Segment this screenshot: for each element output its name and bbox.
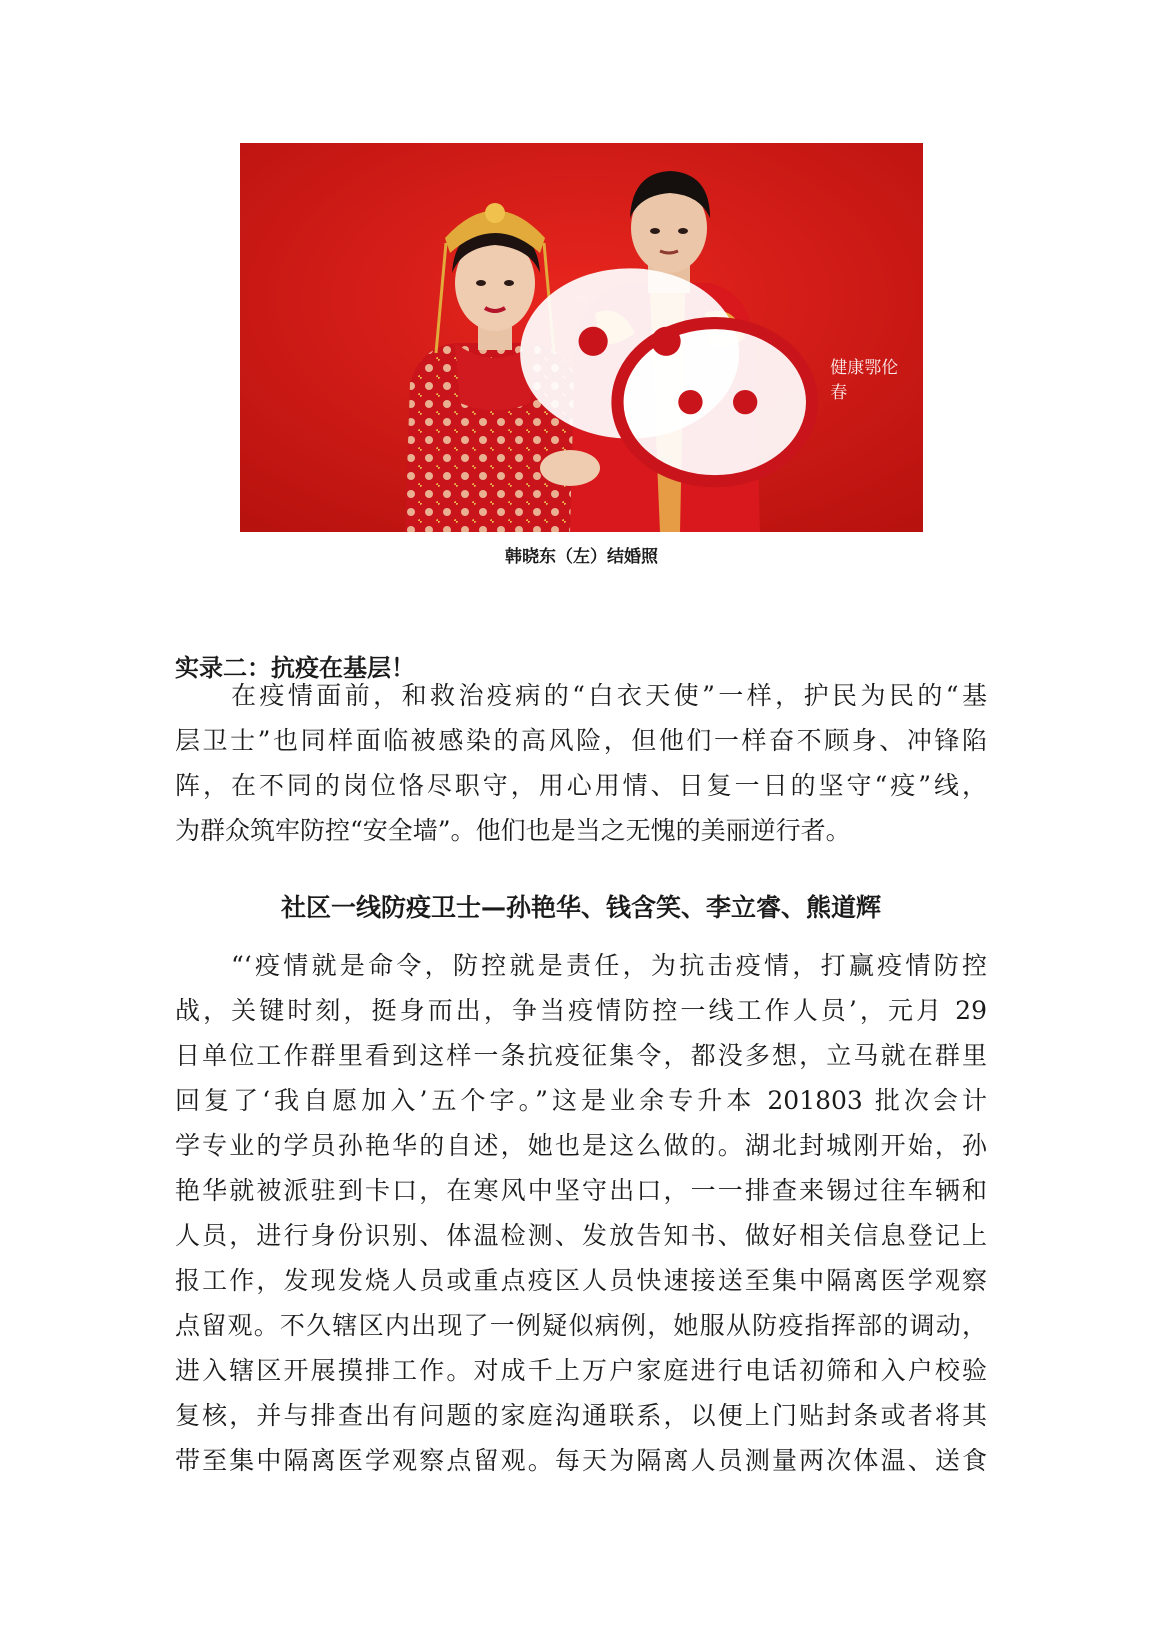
text-line: 报工作，发现发烧人员或重点疫区人员快速接送至集中隔离医学观察 (175, 1266, 987, 1295)
body-paragraph (175, 943, 987, 1483)
wechat-icon (508, 244, 824, 512)
sub-title: 社区一线防疫卫士—孙艳华、钱含笑、李立睿、熊道辉 (280, 893, 881, 922)
text-line: 日单位工作群里看到这样一条抗疫征集令，都没多想，立马就在群里 (175, 1041, 987, 1070)
intro-paragraph (175, 673, 987, 853)
text-line: 战，关键时刻，挺身而出，争当疫情防控一线工作人员’，元月 29 (175, 996, 987, 1025)
photo-caption: 韩晓东（左）结婚照 (505, 547, 658, 567)
text-line: 艳华就被派驻到卡口，在寒风中坚守出口，一一排查来锡过往车辆和 (175, 1176, 987, 1205)
watermark-text: 健康鄂伦春 (830, 358, 899, 404)
text-line: 为群众筑牢防控“安全墙”。他们也是当之无愧的美丽逆行者。 (175, 816, 851, 845)
text-line: 复核，并与排查出有问题的家庭沟通联系，以便上门贴封条或者将其 (175, 1401, 987, 1430)
text-line: 进入辖区开展摸排工作。对成千上万户家庭进行电话初筛和入户校验 (175, 1356, 987, 1385)
text-line: 阵，在不同的岗位恪尽职守，用心用情、日复一日的坚守“疫”线， (175, 771, 987, 800)
photo-watermark (508, 244, 899, 512)
text-line: 层卫士”也同样面临被感染的高风险，但他们一样奋不顾身、冲锋陷 (175, 726, 987, 755)
text-line: 在疫情面前，和救治疫病的“白衣天使”一样，护民为民的“基 (231, 681, 987, 710)
wedding-photo (240, 143, 923, 532)
text-line: 带至集中隔离医学观察点留观。每天为隔离人员测量两次体温、送食 (175, 1446, 987, 1475)
text-line: 回复了‘我自愿加入’五个字。”这是业余专升本 201803 批次会计 (175, 1086, 987, 1115)
text-line: 人员，进行身份识别、体温检测、发放告知书、做好相关信息登记上 (175, 1221, 987, 1250)
text-line: 学专业的学员孙艳华的自述，她也是这么做的。湖北封城刚开始，孙 (175, 1131, 987, 1160)
section-title: 实录二：抗疫在基层！ (175, 654, 415, 682)
text-line: “‘疫情就是命令，防控就是责任，为抗击疫情，打赢疫情防控 (231, 951, 987, 980)
text-line: 点留观。不久辖区内出现了一例疑似病例，她服从防疫指挥部的调动， (175, 1311, 987, 1340)
